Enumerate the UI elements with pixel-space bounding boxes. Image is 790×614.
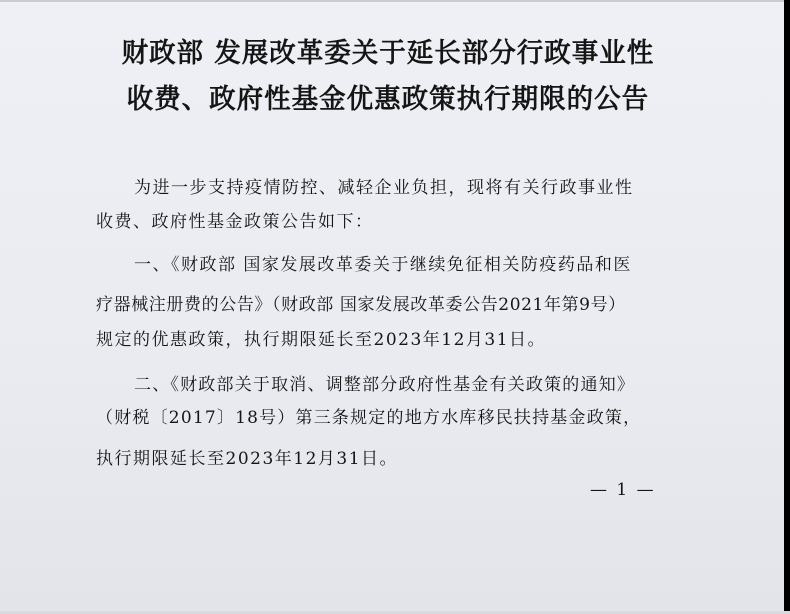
- item-2-line-3: 执行期限延长至2023年12月31日。: [96, 449, 399, 469]
- intro-paragraph-line-1: 为进一步支持疫情防控、减轻企业负担，现将有关行政事业性: [134, 178, 634, 198]
- scan-top-edge: [0, 0, 790, 2]
- item-1-line-3: 规定的优惠政策，执行期限延长至2023年12月31日。: [96, 330, 547, 350]
- item-1-line-1: 一、《财政部 国家发展改革委关于继续免征相关防疫药品和医: [134, 255, 632, 275]
- document-title-line-2: 收费、政府性基金优惠政策执行期限的公告: [126, 84, 650, 115]
- scan-right-edge: [784, 0, 790, 614]
- document-title-line-1: 财政部 发展改革委关于延长部分行政事业性: [121, 38, 655, 69]
- intro-paragraph-line-2: 收费、政府性基金政策公告如下：: [96, 212, 374, 232]
- page-number: — 1 —: [590, 480, 656, 500]
- item-2-line-2: （财税〔2017〕18号）第三条规定的地方水库移民扶持基金政策，: [96, 408, 642, 428]
- item-2-line-1: 二、《财政部关于取消、调整部分政府性基金有关政策的通知》: [134, 375, 636, 395]
- item-1-line-2: 疗器械注册费的公告》（财政部 国家发展改革委公告2021年第9号）: [96, 295, 626, 315]
